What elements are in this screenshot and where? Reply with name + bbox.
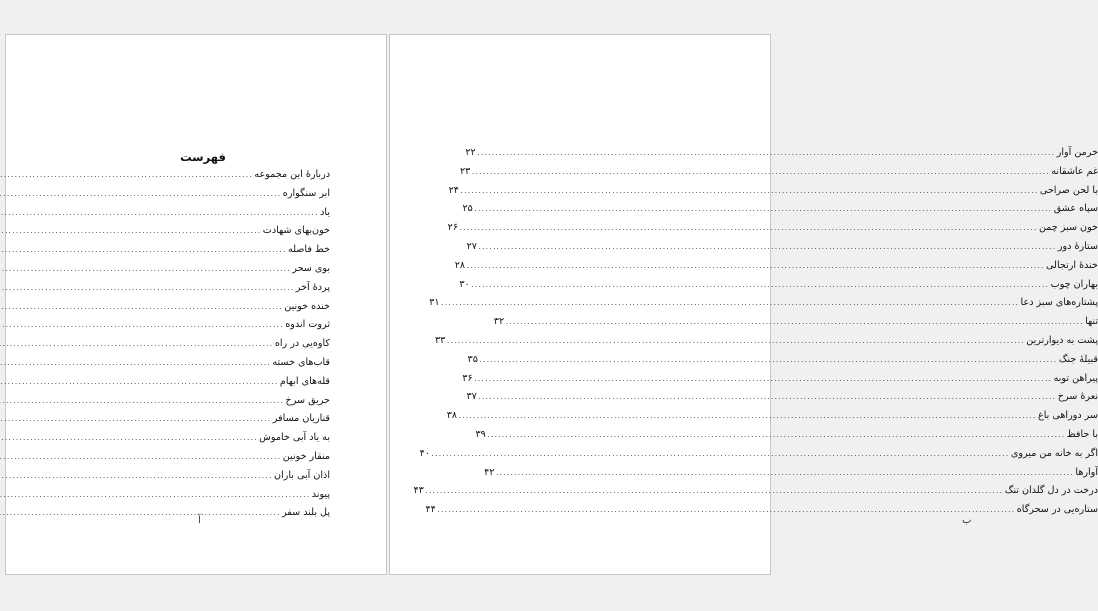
toc-entry[interactable] [76, 244, 330, 263]
toc-entry-title: اگر به خانه من میروی [1010, 447, 1098, 459]
dot-leader [458, 413, 1036, 420]
dot-leader [0, 266, 290, 273]
toc-entry-page-number: ۲۶ [447, 222, 458, 234]
toc-entry-page-number: ۲۴ [448, 184, 459, 196]
toc-entry-page-number: ۴۴ [425, 504, 436, 516]
toc-entry[interactable] [76, 338, 330, 357]
table-of-contents-continued [413, 147, 1098, 523]
toc-entry-page-number: ۲۵ [462, 203, 473, 215]
toc-entry-page-number: ۳۶ [462, 372, 473, 384]
toc-entry-title: ثروت اندوه [285, 319, 330, 331]
toc-entry[interactable] [76, 489, 330, 508]
toc-entry-title: منقار خونین [282, 450, 330, 462]
dot-leader [446, 338, 1024, 345]
dot-leader [425, 488, 1003, 495]
dot-leader [0, 435, 257, 442]
dot-leader [0, 473, 272, 480]
toc-entry-title: ابر سنگواره [282, 187, 330, 199]
dot-leader [477, 150, 1055, 157]
dot-leader [0, 379, 278, 386]
dot-leader [474, 206, 1052, 213]
toc-entry-page-number: ۳۱ [429, 297, 440, 309]
toc-entry[interactable] [76, 470, 330, 489]
toc-entry[interactable] [459, 278, 1098, 298]
toc-entry-title: پل بلند سفر [282, 507, 330, 519]
toc-entry-title: حریق سرخ [285, 394, 330, 406]
dot-leader [471, 282, 1049, 289]
toc-entry-title: یاد [320, 206, 330, 218]
document-page-right [389, 34, 1098, 575]
dot-leader [459, 225, 1037, 232]
toc-entry[interactable] [465, 147, 1098, 166]
toc-entry-title: بوی سحر [292, 262, 330, 274]
toc-entry[interactable] [462, 372, 1098, 392]
page-number: ب [962, 515, 972, 526]
toc-entry[interactable] [76, 207, 330, 226]
dot-leader [0, 398, 284, 405]
toc-entry-title: آوارها [1075, 466, 1098, 478]
toc-entry[interactable] [467, 353, 1098, 373]
toc-entry[interactable] [76, 357, 330, 376]
toc-entry-page-number: ۳۵ [467, 353, 478, 365]
toc-entry-title: خون‌بهای شهادت [262, 225, 330, 237]
toc-entry-page-number: ۳۷ [466, 391, 477, 403]
dot-leader [0, 341, 273, 348]
toc-entry-page-number: ۲۷ [466, 240, 477, 252]
toc-entry-page-number: ۴۰ [419, 447, 430, 459]
table-of-contents [76, 149, 330, 526]
toc-entry-page-number: ۳۹ [475, 428, 486, 440]
toc-entry-title: کاوه‌یی در راه [274, 338, 330, 350]
toc-entry-title: خرمن آوار [1056, 147, 1098, 158]
toc-entry-title: سر دوراهی باغ [1037, 410, 1098, 422]
dot-leader [0, 360, 270, 367]
toc-entry-page-number: ۴۲ [484, 466, 495, 478]
toc-entry[interactable] [76, 301, 330, 320]
toc-entry-title: نعرهٔ سرخ [1057, 391, 1098, 403]
toc-entry[interactable] [466, 391, 1098, 410]
toc-entry[interactable] [462, 203, 1098, 222]
toc-entry-title: دربارهٔ این مجموعه [254, 169, 330, 180]
toc-entry-page-number: ۴۳ [413, 485, 424, 497]
dot-leader [0, 172, 252, 179]
dot-leader [0, 304, 282, 311]
toc-entry[interactable] [76, 225, 330, 244]
toc-entry[interactable] [484, 466, 1098, 486]
toc-entry[interactable] [429, 297, 1098, 316]
toc-entry[interactable] [475, 428, 1098, 448]
dot-leader [0, 210, 318, 217]
dot-leader [431, 451, 1009, 458]
dot-leader [441, 300, 1019, 307]
toc-entry[interactable] [425, 504, 1098, 523]
dot-leader [0, 454, 281, 461]
toc-entry-title: قبیلهٔ جنگ [1058, 353, 1098, 365]
dot-leader [0, 492, 310, 499]
toc-entry-title: با حافظ [1066, 428, 1098, 440]
toc-entry-title: قله‌های ابهام [279, 375, 330, 387]
dot-leader [0, 322, 283, 329]
dot-leader [0, 510, 280, 517]
toc-entry-title: بهاران چوب [1050, 278, 1098, 290]
dot-leader [495, 470, 1073, 477]
toc-entry[interactable] [76, 376, 330, 395]
dot-leader [0, 285, 294, 292]
toc-entry-title: تنها [1085, 316, 1098, 328]
toc-entry[interactable] [459, 165, 1098, 185]
toc-entry-title: پردهٔ آخر [295, 281, 330, 293]
dot-leader [460, 188, 1038, 195]
toc-entry-title: خنده خونین [284, 300, 330, 312]
toc-entry[interactable] [448, 184, 1098, 204]
dot-leader [466, 263, 1044, 270]
toc-entry[interactable] [76, 451, 330, 470]
toc-entry[interactable] [493, 316, 1098, 335]
toc-entry-title: درخت در دل گلدان تنگ [1004, 485, 1098, 497]
dot-leader [437, 507, 1015, 514]
page-number: آ [198, 515, 201, 526]
toc-entry[interactable] [76, 169, 330, 188]
toc-entry[interactable] [76, 188, 330, 207]
toc-entry-title: پشتاره‌های سبز دعا [1020, 297, 1098, 309]
toc-entry[interactable] [76, 432, 330, 451]
toc-entry-page-number: ۲۳ [459, 165, 471, 177]
dot-leader [487, 432, 1065, 439]
toc-entry-title: با لحن صراحی [1039, 184, 1098, 196]
toc-entry[interactable] [466, 240, 1098, 260]
toc-entry-title: ستارهٔ دور [1057, 240, 1098, 252]
toc-entry-page-number: ۳۳ [435, 334, 446, 346]
toc-entry[interactable] [76, 413, 330, 432]
dot-leader [478, 244, 1056, 251]
toc-entry[interactable] [76, 507, 330, 526]
toc-entry[interactable] [435, 334, 1098, 354]
toc-entry-title: پیراهن توبه [1053, 372, 1098, 384]
toc-entry-page-number: ۲۲ [465, 147, 476, 158]
toc-title: فهرست [180, 150, 226, 164]
toc-list [413, 147, 1098, 523]
toc-entry[interactable] [413, 485, 1098, 504]
toc-entry-page-number: ۳۸ [446, 410, 458, 422]
toc-entry-page-number: ۲۸ [454, 259, 466, 271]
toc-entry-title: سپاه عشق [1053, 203, 1098, 215]
dot-leader [0, 416, 271, 423]
toc-entry-title: قناریان مسافر [272, 413, 330, 425]
dot-leader [479, 357, 1057, 364]
toc-entry[interactable] [76, 263, 330, 282]
toc-entry[interactable] [446, 410, 1098, 429]
toc-entry[interactable] [76, 395, 330, 414]
toc-list [76, 169, 330, 526]
toc-entry-title: اذان آبی باران [273, 469, 330, 481]
document-page-left [5, 34, 387, 575]
dot-leader [0, 228, 261, 235]
dot-leader [0, 191, 281, 198]
toc-entry-title: قاب‌های خسته [272, 356, 330, 368]
toc-entry-title: پیوند [311, 488, 330, 500]
toc-entry-title: غم عاشقانه [1051, 165, 1098, 177]
dot-leader [474, 376, 1052, 383]
toc-entry-title: خط فاصله [287, 244, 330, 256]
toc-entry-title: خون سبز چمن [1038, 222, 1098, 234]
dot-leader [471, 169, 1049, 176]
toc-entry-title: به یاد آبی خاموش [259, 432, 330, 444]
dot-leader [505, 319, 1083, 326]
toc-entry[interactable] [454, 259, 1098, 279]
toc-entry[interactable] [76, 282, 330, 301]
toc-entry-title: ستاره‌یی در سحرگاه [1016, 504, 1098, 516]
dot-leader [478, 394, 1056, 401]
toc-entry-title: پشت به دیوارترین [1026, 334, 1098, 346]
dot-leader [0, 247, 286, 254]
toc-entry[interactable] [76, 319, 330, 338]
toc-entry[interactable] [419, 447, 1098, 467]
toc-entry[interactable] [447, 222, 1098, 241]
toc-entry-title: خندهٔ ارتجالی [1046, 259, 1098, 271]
toc-entry-page-number: ۳۰ [459, 278, 470, 290]
toc-entry-page-number: ۳۲ [493, 316, 505, 328]
